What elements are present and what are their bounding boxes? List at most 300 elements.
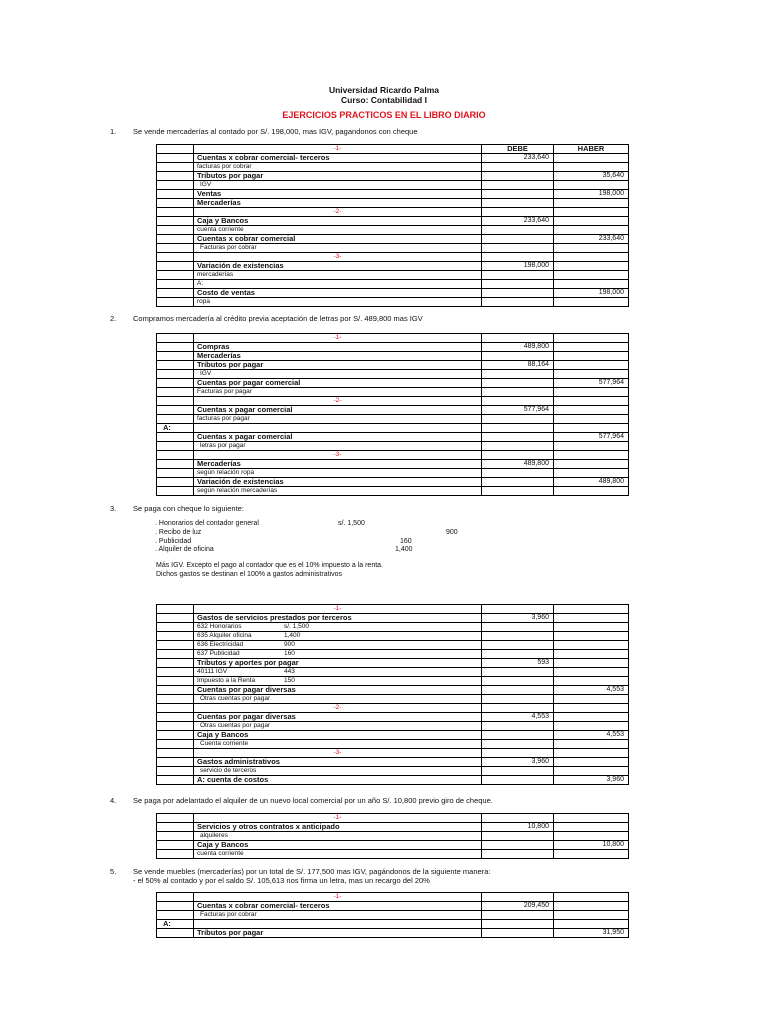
- cell-text: Tributos por pagar: [197, 929, 264, 937]
- exercise-4-number: 4.: [110, 796, 117, 805]
- row-marker-cell: [157, 163, 194, 171]
- cell-text: Mercaderías: [197, 199, 241, 207]
- debit-cell: 10,800: [482, 823, 554, 831]
- journal-row: [157, 343, 629, 352]
- account-name: [194, 172, 482, 180]
- journal-row: [157, 677, 629, 686]
- course-title: Curso: Contabilidad I: [341, 95, 427, 105]
- journal-row: [157, 397, 629, 406]
- detail-amount: 160: [284, 650, 295, 657]
- debit-cell: 3,960: [482, 758, 554, 766]
- cell-text: -2-: [333, 208, 342, 215]
- row-marker-cell: [157, 832, 194, 840]
- cell-text: -1-: [333, 893, 342, 900]
- account-name: [194, 190, 482, 198]
- credit-cell: [554, 352, 629, 360]
- debit-cell: 4,553: [482, 713, 554, 721]
- sub-account-detail: [194, 650, 482, 658]
- credit-cell: [554, 271, 629, 279]
- credit-cell: [554, 814, 629, 822]
- exercise-1-statement: Se vende mercaderías al contado por S/. 198,000, mas IGV, pagandonos con cheque: [133, 127, 418, 136]
- journal-row: [157, 163, 629, 172]
- debit-cell: [482, 478, 554, 486]
- account-name: [194, 406, 482, 414]
- payment-item-label: . Alquiler de oficina: [155, 546, 214, 553]
- debit-cell: [482, 370, 554, 378]
- journal-row: [157, 722, 629, 731]
- haber-column-header: HABER: [554, 145, 629, 153]
- row-marker-cell: [157, 361, 194, 369]
- credit-cell: [554, 722, 629, 730]
- account-name: [194, 433, 482, 441]
- sub-account-detail: [194, 668, 482, 676]
- debit-cell: 489,800: [482, 460, 554, 468]
- journal-row: [157, 814, 629, 823]
- cell-text: Gastos administrativos: [197, 758, 280, 766]
- detail-amount: 443: [284, 668, 295, 675]
- cell-text: Tributos por pagar: [197, 361, 264, 369]
- row-marker-cell: [157, 740, 194, 748]
- row-marker-cell: [157, 659, 194, 667]
- exercise-3-note: Más IGV. Excepto el pago al contador que es el 10% impuesto a la renta.: [156, 562, 383, 569]
- credit-cell: [554, 902, 629, 910]
- cell-text: -1-: [333, 814, 342, 821]
- journal-row: [157, 289, 629, 298]
- journal-row: [157, 361, 629, 370]
- journal-row: [157, 893, 629, 902]
- cell-text: letras por pagar: [200, 442, 246, 449]
- debit-cell: [482, 352, 554, 360]
- account-cell: [194, 920, 482, 928]
- document-title: EJERCICIOS PRACTICOS EN EL LIBRO DIARIO: [282, 110, 486, 120]
- credit-cell: [554, 280, 629, 288]
- credit-cell: [554, 424, 629, 432]
- exercise-5-number: 5.: [110, 867, 117, 876]
- credit-cell: [554, 911, 629, 919]
- credit-cell: [554, 370, 629, 378]
- credit-cell: 31,950: [554, 929, 629, 937]
- debit-cell: [482, 740, 554, 748]
- debit-cell: [482, 253, 554, 261]
- debit-cell: [482, 677, 554, 685]
- journal-row: [157, 713, 629, 722]
- debit-cell: [482, 442, 554, 450]
- cell-text: ropa: [197, 298, 211, 305]
- cell-text: según relación ropa: [197, 469, 255, 476]
- account-name: [194, 379, 482, 387]
- credit-cell: [554, 217, 629, 225]
- detail-amount: s/. 1,500: [284, 623, 309, 630]
- cell-text: A: cuenta de costos: [197, 776, 269, 784]
- row-marker-cell: [157, 731, 194, 739]
- row-marker-cell: [157, 217, 194, 225]
- journal-row: [157, 415, 629, 424]
- credit-cell: [554, 451, 629, 459]
- entry-sequence-label: [194, 253, 482, 261]
- debit-cell: 88,164: [482, 361, 554, 369]
- exercise-5-statement: Se vende muebles (mercaderías) por un total de S/. 177,500 mas IGV, pagándonos de la siguiente manera:: [133, 867, 491, 876]
- cell-text: 635 Alquiler oficina: [197, 632, 252, 639]
- debit-cell: [482, 911, 554, 919]
- credit-cell: 577,964: [554, 433, 629, 441]
- row-marker-cell: [157, 334, 194, 342]
- debit-cell: [482, 814, 554, 822]
- row-marker-cell: [157, 605, 194, 613]
- entry-sequence-label: [194, 704, 482, 712]
- debit-cell: [482, 244, 554, 252]
- sub-account-detail: [194, 370, 482, 378]
- cell-text: A:: [197, 280, 204, 287]
- cell-text: Variación de existencias: [197, 478, 284, 486]
- account-name: [194, 929, 482, 937]
- journal-row: [157, 217, 629, 226]
- exercise-4-statement: Se paga por adelantado el alquiler de un nuevo local comercial por un año S/. 10,800 previo giro de cheque.: [133, 796, 493, 805]
- sub-account-detail: [194, 677, 482, 685]
- cell-text: Variación de existencias: [197, 262, 284, 270]
- row-marker-cell: [157, 893, 194, 901]
- credit-cell: [554, 623, 629, 631]
- cell-text: Cuenta corriente: [200, 740, 249, 747]
- row-marker-cell: [157, 190, 194, 198]
- credit-cell: 4,553: [554, 686, 629, 694]
- sub-account-detail: [194, 632, 482, 640]
- row-marker-cell: [157, 433, 194, 441]
- row-marker-cell: [157, 388, 194, 396]
- sub-account-detail: [194, 767, 482, 775]
- row-marker-cell: [157, 487, 194, 495]
- journal-row: [157, 487, 629, 496]
- row-marker-cell: [157, 370, 194, 378]
- row-marker-cell: [157, 235, 194, 243]
- journal-row: [157, 262, 629, 271]
- cell-text: 637 Publicidad: [197, 650, 240, 657]
- row-marker-cell: [157, 929, 194, 937]
- debit-cell: [482, 641, 554, 649]
- journal-row: [157, 244, 629, 253]
- row-marker-cell: [157, 298, 194, 306]
- exercise-3-note: Dichos gastos se destinan el 100% a gastos administrativos: [156, 571, 342, 578]
- cell-text: facturas por pagar: [197, 415, 250, 422]
- journal-row: [157, 181, 629, 190]
- cell-text: Costo de ventas: [197, 289, 255, 297]
- credit-cell: 489,800: [554, 478, 629, 486]
- sub-account-detail: [194, 298, 482, 306]
- journal-row: [157, 841, 629, 850]
- credit-cell: 198,000: [554, 190, 629, 198]
- cell-text: Facturas por cobrar: [200, 244, 257, 251]
- credit-cell: 3,960: [554, 776, 629, 784]
- row-marker-cell: [157, 343, 194, 351]
- credit-cell: [554, 632, 629, 640]
- debit-cell: [482, 650, 554, 658]
- credit-cell: [554, 208, 629, 216]
- journal-row: [157, 641, 629, 650]
- credit-cell: [554, 181, 629, 189]
- credit-cell: [554, 659, 629, 667]
- cell-text: IGV: [200, 181, 212, 188]
- journal-row: [157, 704, 629, 713]
- debit-cell: [482, 163, 554, 171]
- cell-text: Tributos y aportes por pagar: [197, 659, 299, 667]
- sub-account-detail: [194, 832, 482, 840]
- entry-sequence-label: [194, 605, 482, 613]
- credit-cell: [554, 650, 629, 658]
- journal-row: [157, 406, 629, 415]
- sub-account-detail: [194, 181, 482, 189]
- credit-cell: [554, 154, 629, 162]
- entry-sequence-label: [194, 145, 482, 153]
- account-name: [194, 235, 482, 243]
- account-cell: [194, 424, 482, 432]
- credit-cell: [554, 469, 629, 477]
- credit-cell: [554, 893, 629, 901]
- row-marker-cell: [157, 902, 194, 910]
- credit-cell: [554, 641, 629, 649]
- entry-sequence-label: [194, 334, 482, 342]
- cell-text: Gastos de servicios prestados por terceros: [197, 614, 352, 622]
- credit-cell: 35,640: [554, 172, 629, 180]
- account-name: [194, 460, 482, 468]
- journal-row: [157, 235, 629, 244]
- cell-text: mercaderías: [197, 271, 234, 278]
- credit-cell: [554, 442, 629, 450]
- row-marker-cell: [157, 911, 194, 919]
- row-marker-cell: [157, 632, 194, 640]
- debit-cell: [482, 686, 554, 694]
- cell-text: Ventas: [197, 190, 222, 198]
- row-marker-cell: [157, 469, 194, 477]
- payment-item-amount: 1,400: [395, 546, 413, 553]
- credit-cell: [554, 749, 629, 757]
- row-marker-cell: A:: [157, 920, 194, 928]
- credit-cell: [554, 668, 629, 676]
- detail-amount: 900: [284, 641, 295, 648]
- debit-cell: 209,450: [482, 902, 554, 910]
- entry-sequence-label: [194, 749, 482, 757]
- sub-account-detail: [194, 623, 482, 631]
- credit-cell: [554, 695, 629, 703]
- cell-text: 636 Electricidad: [197, 641, 244, 648]
- debit-cell: [482, 181, 554, 189]
- row-marker-cell: [157, 397, 194, 405]
- cell-text: Facturas por cobrar: [200, 911, 257, 918]
- entry-sequence-label: [194, 814, 482, 822]
- journal-row: [157, 686, 629, 695]
- debit-cell: [482, 190, 554, 198]
- credit-cell: [554, 397, 629, 405]
- exercise-3-number: 3.: [110, 504, 117, 513]
- debit-cell: [482, 289, 554, 297]
- debit-cell: [482, 208, 554, 216]
- cell-text: Otras cuentas por pagar: [200, 722, 271, 729]
- debit-cell: [482, 704, 554, 712]
- account-name: [194, 686, 482, 694]
- journal-row: [157, 154, 629, 163]
- credit-cell: [554, 605, 629, 613]
- debit-cell: [482, 487, 554, 495]
- sub-account-detail: [194, 911, 482, 919]
- journal-row: [157, 334, 629, 343]
- journal-row: [157, 469, 629, 478]
- journal-row: [157, 668, 629, 677]
- debit-cell: [482, 749, 554, 757]
- debit-cell: [482, 235, 554, 243]
- credit-cell: [554, 758, 629, 766]
- credit-cell: 10,800: [554, 841, 629, 849]
- credit-cell: [554, 343, 629, 351]
- cell-text: -2-: [333, 397, 342, 404]
- row-marker-cell: [157, 641, 194, 649]
- debit-cell: [482, 929, 554, 937]
- journal-table-exercise-3: [156, 604, 629, 785]
- credit-cell: [554, 406, 629, 414]
- sub-account-detail: [194, 850, 482, 858]
- credit-cell: [554, 460, 629, 468]
- journal-row: [157, 271, 629, 280]
- journal-row: [157, 731, 629, 740]
- credit-cell: [554, 920, 629, 928]
- sub-account-detail: [194, 271, 482, 279]
- debit-cell: 593: [482, 659, 554, 667]
- debit-cell: [482, 433, 554, 441]
- journal-row: [157, 632, 629, 641]
- row-marker-cell: [157, 172, 194, 180]
- account-name: [194, 902, 482, 910]
- payment-item-amount: s/. 1,500: [338, 520, 365, 527]
- row-marker-cell: [157, 352, 194, 360]
- credit-cell: [554, 614, 629, 622]
- cell-text: facturas por cobrar: [197, 163, 252, 170]
- account-name: [194, 758, 482, 766]
- debit-cell: [482, 668, 554, 676]
- detail-amount: 1,400: [284, 632, 301, 639]
- row-marker-cell: [157, 406, 194, 414]
- journal-table-exercise-5: [156, 892, 629, 938]
- cell-text: Caja y Bancos: [197, 731, 249, 739]
- row-marker-cell: [157, 686, 194, 694]
- row-marker-cell: [157, 850, 194, 858]
- cell-text: 632 Honorarios: [197, 623, 242, 630]
- sub-account-detail: [194, 226, 482, 234]
- row-marker-cell: A:: [157, 424, 194, 432]
- journal-row: [157, 478, 629, 487]
- debit-cell: [482, 397, 554, 405]
- cell-text: -3-: [333, 749, 342, 756]
- debit-cell: [482, 388, 554, 396]
- sub-account-detail: [194, 163, 482, 171]
- debit-cell: 233,640: [482, 154, 554, 162]
- cell-text: Cuentas x cobrar comercial- terceros: [197, 154, 330, 162]
- account-name: [194, 841, 482, 849]
- row-marker-cell: [157, 379, 194, 387]
- credit-cell: 4,553: [554, 731, 629, 739]
- debit-cell: [482, 199, 554, 207]
- journal-table-exercise-2: [156, 333, 629, 496]
- account-name: [194, 352, 482, 360]
- cell-text: Facturas por pagar: [197, 388, 252, 395]
- cell-text: Cuentas x pagar comercial: [197, 433, 293, 441]
- journal-row: [157, 460, 629, 469]
- journal-table-exercise-1: [156, 144, 629, 307]
- debit-cell: [482, 695, 554, 703]
- credit-cell: 198,000: [554, 289, 629, 297]
- cell-text: Cuentas x cobrar comercial: [197, 235, 296, 243]
- sub-account-detail: [194, 280, 482, 288]
- credit-cell: 233,640: [554, 235, 629, 243]
- entry-sequence-label: [194, 451, 482, 459]
- journal-row: [157, 832, 629, 841]
- entry-sequence-label: [194, 397, 482, 405]
- debit-cell: [482, 850, 554, 858]
- credit-cell: [554, 487, 629, 495]
- journal-row: [157, 659, 629, 668]
- debit-cell: [482, 731, 554, 739]
- journal-row: [157, 614, 629, 623]
- account-name: [194, 659, 482, 667]
- row-marker-cell: [157, 280, 194, 288]
- exercise-5-statement-cont: - el 50% al contado y por el saldo S/. 105,613 nos firma un letra, mas un recargo del 20%: [133, 876, 430, 885]
- debit-cell: 3,960: [482, 614, 554, 622]
- debit-cell: 577,964: [482, 406, 554, 414]
- credit-cell: [554, 244, 629, 252]
- debit-cell: 489,800: [482, 343, 554, 351]
- debit-cell: [482, 451, 554, 459]
- cell-text: -1-: [333, 334, 342, 341]
- debit-cell: 233,640: [482, 217, 554, 225]
- credit-cell: [554, 199, 629, 207]
- exercise-1-number: 1.: [110, 127, 117, 136]
- credit-cell: [554, 163, 629, 171]
- debit-cell: [482, 469, 554, 477]
- detail-amount: 150: [284, 677, 295, 684]
- debit-cell: [482, 424, 554, 432]
- debit-cell: [482, 334, 554, 342]
- sub-account-detail: [194, 641, 482, 649]
- sub-account-detail: [194, 244, 482, 252]
- account-name: [194, 289, 482, 297]
- sub-account-detail: [194, 469, 482, 477]
- debit-cell: [482, 605, 554, 613]
- row-marker-cell: [157, 478, 194, 486]
- debit-cell: [482, 632, 554, 640]
- row-marker-cell: [157, 244, 194, 252]
- account-name: [194, 731, 482, 739]
- debit-cell: [482, 722, 554, 730]
- journal-row: [157, 379, 629, 388]
- cell-text: -3-: [333, 451, 342, 458]
- cell-text: Cuentas x pagar comercial: [197, 406, 293, 414]
- entry-sequence-label: [194, 893, 482, 901]
- journal-row: [157, 823, 629, 832]
- cell-text: -1-: [333, 145, 342, 152]
- account-name: [194, 713, 482, 721]
- row-marker-cell: [157, 704, 194, 712]
- journal-row: [157, 370, 629, 379]
- credit-cell: [554, 388, 629, 396]
- cell-text: Impuesto a la Renta: [197, 677, 256, 684]
- payment-item-amount: 160: [400, 538, 412, 545]
- row-marker-cell: [157, 253, 194, 261]
- cell-text: Cuentas por pagar comercial: [197, 379, 301, 387]
- account-name: [194, 262, 482, 270]
- cell-text: Cuentas por pagar diversas: [197, 713, 296, 721]
- cell-text: IGV: [200, 370, 212, 377]
- row-marker-cell: [157, 841, 194, 849]
- credit-cell: [554, 415, 629, 423]
- debit-cell: [482, 415, 554, 423]
- credit-cell: [554, 704, 629, 712]
- sub-account-detail: [194, 722, 482, 730]
